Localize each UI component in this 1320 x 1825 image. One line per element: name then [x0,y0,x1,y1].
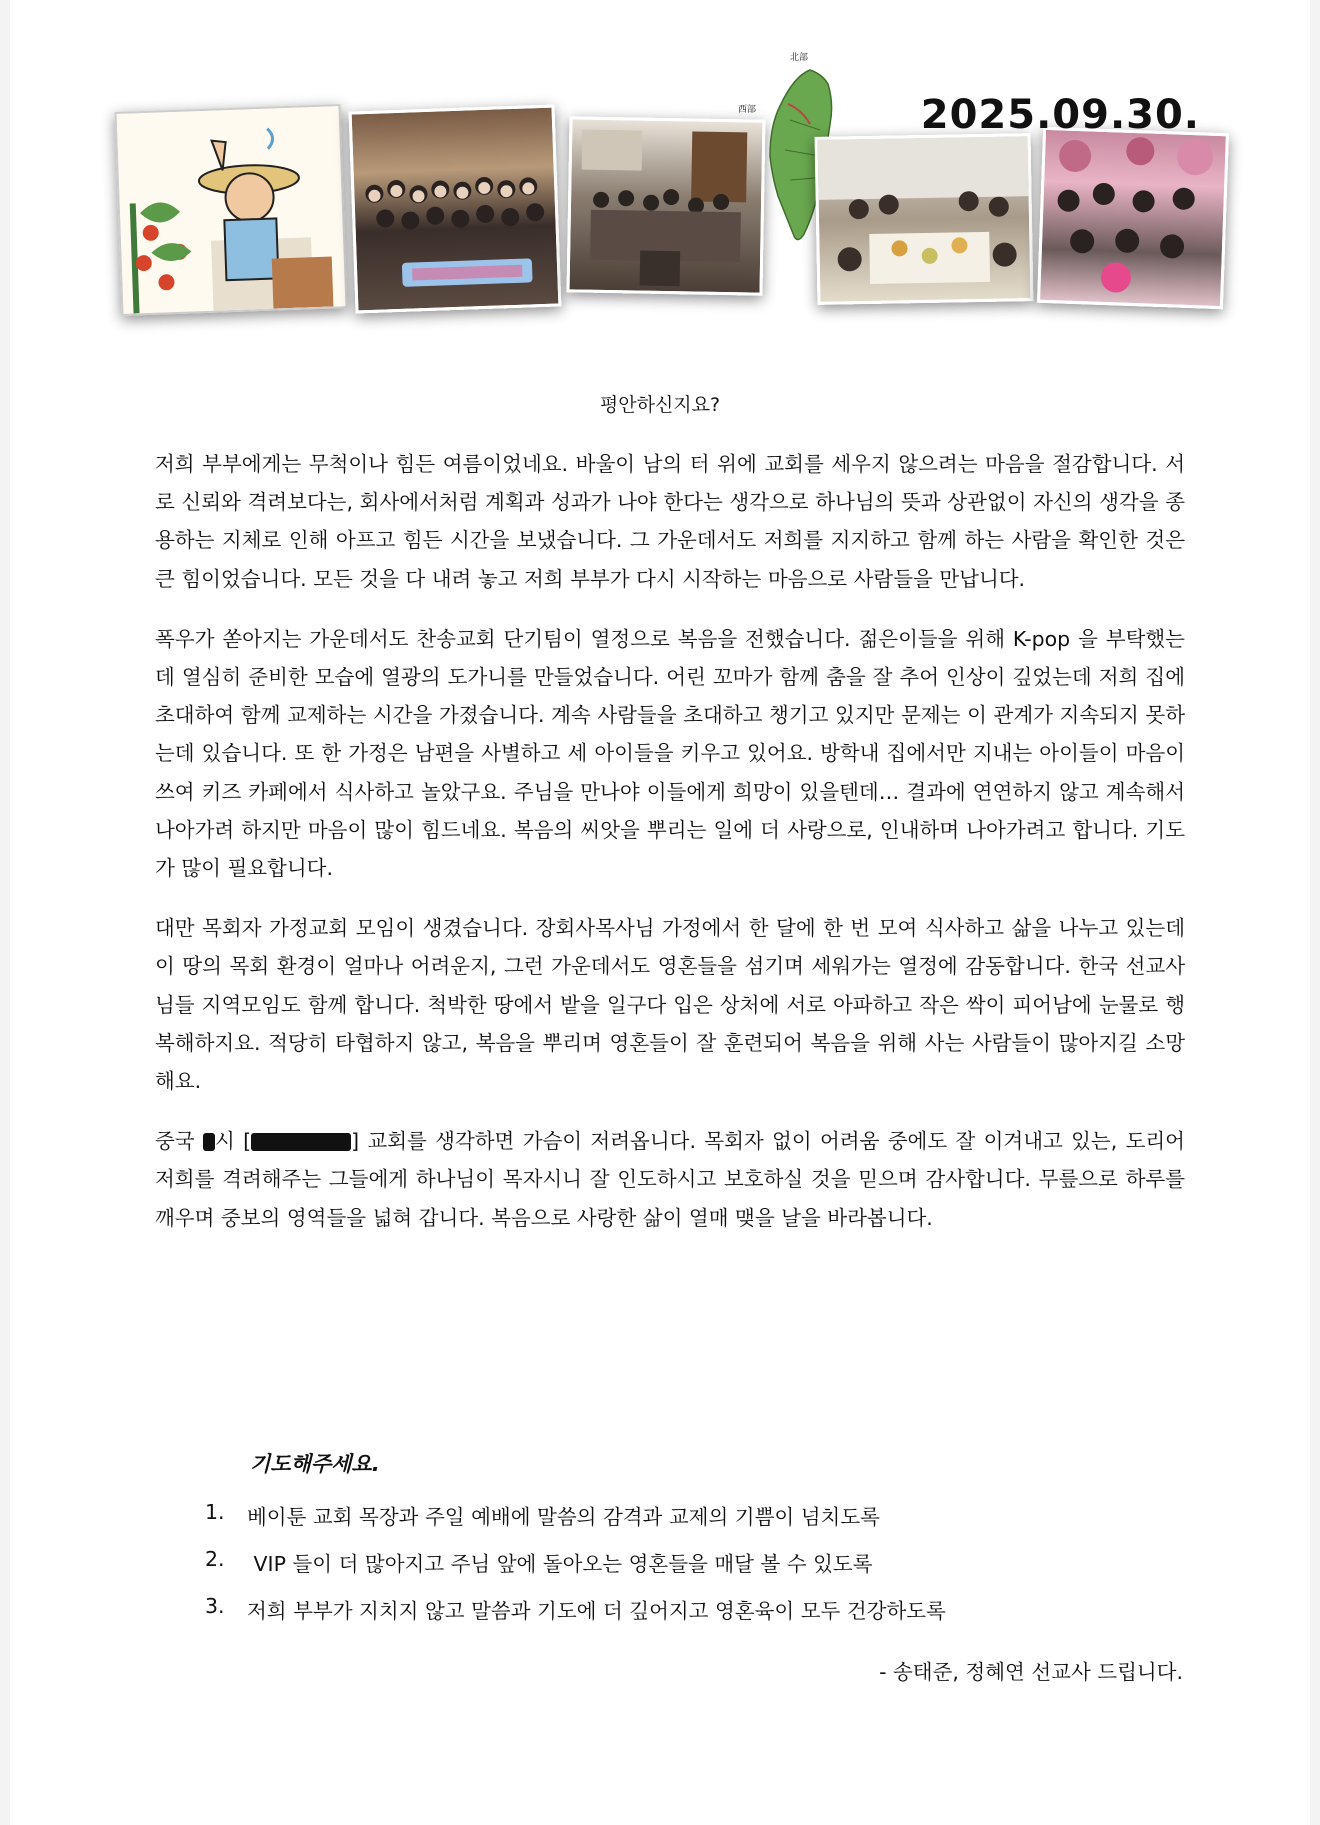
paragraph-4-start: 중국 [155,1129,203,1154]
letter-page [10,0,1310,1825]
group-photo-church [349,104,562,313]
paragraph-1: 저희 부부에게는 무척이나 힘든 여름이었네요. 바울이 남의 터 위에 교회를 세우지 않으려는 마음을 절감합니다. 서로 신뢰와 격려보다는, 회사에서처럼 계획과 성과가 나야 한다는 생각으로 하나님의 뜻과 상관없이 자신의 생각을 종용하는 지체로 인해 아프고 힘든 시간을 보냈습니다. 그 가운데서도 저희를 지지하고 함께 하는 사람을 확인한 것은 큰 힘이었습니다. 모든 것을 다 내려 놓고 저희 부부가 다시 시작하는 마음으로 사람들을 만납니다. [155,452,1185,591]
prayer-item: 2. VIP 들이 더 많아지고 주님 앞에 돌아오는 영혼들을 매달 볼 수 있도록 [205,1547,873,1576]
map-label-north: 北部 [790,53,809,63]
prayer-item: 1. 베이툰 교회 목장과 주일 예배에 말씀의 감격과 교제의 기쁨이 넘치도록 [205,1500,880,1529]
prayer-request-title: 기도해주세요. [250,1452,380,1476]
greeting: 평안하신지요? [599,394,721,416]
prayer-list [205,1500,1205,1641]
prayer-item: 3. 저희 부부가 지치지 않고 말씀과 기도에 더 깊어지고 영혼육이 모두 건강하도록 [205,1594,946,1623]
letter-body [155,445,1185,1259]
paragraph-4-rest: ] 교회를 생각하면 가슴이 저려옵니다. 목회자 없이 어려움 중에도 잘 이겨내고 있는, 도리어 저희를 격려해주는 그들에게 하나님이 목자시니 잘 인도하시고 보호하실 것을 믿으며 감사합니다. 무릎으로 하루를 깨우며 중보의 영역들을 넓혀 갑니다. 복음으로 사랑한 삶이 열매 맺을 날을 바라봅니다. [155,1129,1185,1230]
paragraph-4-mid: 시 [ [214,1129,252,1154]
paragraph-4 [155,1122,1185,1237]
paragraph-2: 폭우가 쏟아지는 가운데서도 찬송교회 단기팀이 열정으로 복음을 전했습니다. 젊은이들을 위해 K-pop 을 부탁했는데 열심히 준비한 모습에 열광의 도가니를 만들었습니다. 어린 꼬마가 함께 춤을 잘 추어 인상이 깊었는데 저희 집에 초대하여 함께 교제하는 시간을 가졌습니다. 계속 사람들을 초대하고 챙기고 있지만 문제는 이 관계가 지속되지 못하는데 있습니다. 또 한 가정은 남편을 사별하고 세 아이들을 키우고 있어요. 방학내 집에서만 지내는 아이들이 마음이 쓰여 키즈 카페에서 식사하고 놀았구요. 주님을 만나야 이들에게 희망이 있을텐데… 결과에 연연하지 않고 계속해서 나아가려 하지만 마음이 많이 힘드네요. 복음의 씨앗을 뿌리는 일에 더 사랑으로, 인내하며 나아가려고 합니다. 기도가 많이 필요합니다. [155,626,1185,881]
dinner-table-photo [815,133,1034,305]
home-gathering-photo [566,116,765,295]
paragraph-3: 대만 목회자 가정교회 모임이 생겼습니다. 장회사목사님 가정에서 한 달에 한 번 모여 식사하고 삶을 나누고 있는데 이 땅의 목회 환경이 얼마나 어려운지, 그런 가운데서도 영혼들을 섬기며 세워가는 열정에 감동합니다. 한국 선교사님들 지역모임도 함께 합니다. 척박한 땅에서 밭을 일구다 입은 상처에 서로 아파하고 작은 싹이 피어남에 눈물로 행복해하지요. 적당히 타협하지 않고, 복음을 뿌리며 영혼들이 잘 훈련되어 복음을 위해 사는 사람들이 많아지길 소망해요. [155,916,1185,1094]
redacted-church-name [251,1133,351,1151]
party-group-photo [1037,127,1229,309]
redacted-mark [203,1133,215,1151]
map-label-west: 西部 [738,105,757,115]
letter-date: 2025.09.30. [920,92,1200,138]
signature: - 송태준, 정혜연 선교사 드립니다. [879,1660,1183,1684]
farmer-illustration [115,104,348,316]
